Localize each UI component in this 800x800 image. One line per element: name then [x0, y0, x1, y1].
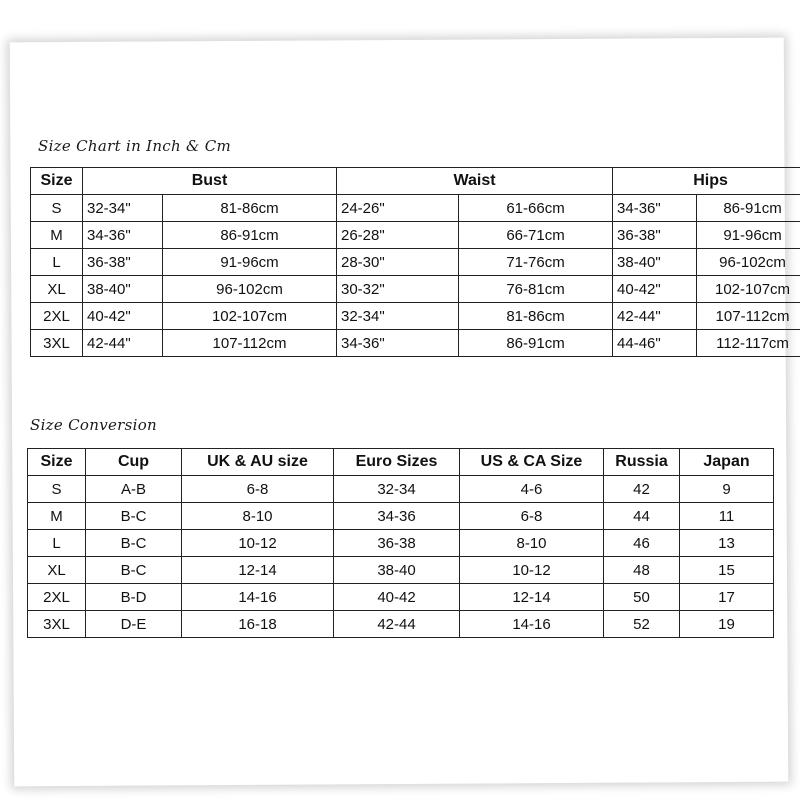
table-cell: M — [31, 222, 83, 249]
table-header-row — [28, 449, 774, 476]
table-cell: 102-107cm — [163, 303, 337, 330]
header-cell: Waist — [337, 168, 613, 195]
table-cell: 40-42" — [613, 276, 697, 303]
table-cell: 13 — [680, 530, 774, 557]
table-cell: 16-18 — [182, 611, 334, 638]
table-row — [28, 611, 774, 638]
table-cell: 42-44 — [334, 611, 460, 638]
table-cell: 38-40" — [83, 276, 163, 303]
table-cell: 48 — [604, 557, 680, 584]
table-cell: L — [31, 249, 83, 276]
table-cell: 91-96cm — [163, 249, 337, 276]
table-cell: 14-16 — [460, 611, 604, 638]
table-cell: 44 — [604, 503, 680, 530]
table-cell: 86-91cm — [697, 195, 800, 222]
size-conversion-table — [27, 448, 774, 638]
table-cell: 2XL — [28, 584, 86, 611]
table-cell: 36-38" — [613, 222, 697, 249]
table-cell: L — [28, 530, 86, 557]
table-cell: 32-34 — [334, 476, 460, 503]
table-cell: B-C — [86, 503, 182, 530]
table-cell: XL — [28, 557, 86, 584]
size-conversion-title: Size Conversion — [30, 416, 157, 434]
header-cell: Cup — [86, 449, 182, 476]
table-cell: 28-30" — [337, 249, 459, 276]
table-cell: 50 — [604, 584, 680, 611]
table-row — [28, 557, 774, 584]
table-cell: 34-36" — [613, 195, 697, 222]
table-cell: 96-102cm — [697, 249, 800, 276]
header-cell: Hips — [613, 168, 800, 195]
table-cell: 38-40" — [613, 249, 697, 276]
table-row — [31, 249, 800, 276]
table-row — [28, 476, 774, 503]
table-cell: 107-112cm — [163, 330, 337, 357]
table-cell: 15 — [680, 557, 774, 584]
table-cell: 76-81cm — [459, 276, 613, 303]
table-cell: 112-117cm — [697, 330, 800, 357]
table-cell: 32-34" — [83, 195, 163, 222]
table-cell: 11 — [680, 503, 774, 530]
header-cell: UK & AU size — [182, 449, 334, 476]
table-cell: 10-12 — [182, 530, 334, 557]
table-cell: 107-112cm — [697, 303, 800, 330]
header-cell: Bust — [83, 168, 337, 195]
table-cell: 44-46" — [613, 330, 697, 357]
table-cell: B-C — [86, 557, 182, 584]
table-cell: B-D — [86, 584, 182, 611]
table-cell: A-B — [86, 476, 182, 503]
table-cell: 46 — [604, 530, 680, 557]
table-cell: M — [28, 503, 86, 530]
table-cell: 8-10 — [182, 503, 334, 530]
table-cell: 12-14 — [182, 557, 334, 584]
table-cell: XL — [31, 276, 83, 303]
table-cell: 40-42" — [83, 303, 163, 330]
header-cell: Japan — [680, 449, 774, 476]
table-cell: 32-34" — [337, 303, 459, 330]
table-cell: 3XL — [28, 611, 86, 638]
table-cell: 26-28" — [337, 222, 459, 249]
table-cell: 2XL — [31, 303, 83, 330]
table-row — [31, 195, 800, 222]
table-cell: 30-32" — [337, 276, 459, 303]
table-cell: 81-86cm — [163, 195, 337, 222]
table-cell: 86-91cm — [163, 222, 337, 249]
table-row — [28, 530, 774, 557]
table-row — [28, 503, 774, 530]
table-cell: 102-107cm — [697, 276, 800, 303]
table-row — [31, 330, 800, 357]
table-row — [31, 222, 800, 249]
table-cell: 38-40 — [334, 557, 460, 584]
table-cell: 6-8 — [460, 503, 604, 530]
table-cell: 91-96cm — [697, 222, 800, 249]
table-cell: 86-91cm — [459, 330, 613, 357]
size-chart-title: Size Chart in Inch & Cm — [38, 137, 232, 155]
header-cell: US & CA Size — [460, 449, 604, 476]
table-cell: 34-36" — [83, 222, 163, 249]
table-cell: 34-36 — [334, 503, 460, 530]
table-cell: 36-38 — [334, 530, 460, 557]
table-cell: 42-44" — [613, 303, 697, 330]
table-cell: S — [31, 195, 83, 222]
table-cell: 10-12 — [460, 557, 604, 584]
table-cell: 17 — [680, 584, 774, 611]
header-cell: Size — [31, 168, 83, 195]
table-cell: 61-66cm — [459, 195, 613, 222]
header-cell: Size — [28, 449, 86, 476]
table-cell: 71-76cm — [459, 249, 613, 276]
table-cell: 96-102cm — [163, 276, 337, 303]
table-cell: 8-10 — [460, 530, 604, 557]
table-cell: 3XL — [31, 330, 83, 357]
table-cell: 24-26" — [337, 195, 459, 222]
header-cell: Russia — [604, 449, 680, 476]
table-cell: 4-6 — [460, 476, 604, 503]
table-cell: 42 — [604, 476, 680, 503]
header-cell: Euro Sizes — [334, 449, 460, 476]
table-cell: S — [28, 476, 86, 503]
size-chart-table — [30, 167, 800, 357]
table-cell: 9 — [680, 476, 774, 503]
table-cell: 19 — [680, 611, 774, 638]
table-cell: 6-8 — [182, 476, 334, 503]
table-cell: 14-16 — [182, 584, 334, 611]
table-cell: 40-42 — [334, 584, 460, 611]
table-cell: 66-71cm — [459, 222, 613, 249]
table-header-row — [31, 168, 800, 195]
table-cell: 36-38" — [83, 249, 163, 276]
table-cell: D-E — [86, 611, 182, 638]
table-cell: 34-36" — [337, 330, 459, 357]
table-cell: 42-44" — [83, 330, 163, 357]
table-cell: 81-86cm — [459, 303, 613, 330]
table-row — [28, 584, 774, 611]
table-cell: B-C — [86, 530, 182, 557]
table-row — [31, 303, 800, 330]
table-row — [31, 276, 800, 303]
table-cell: 52 — [604, 611, 680, 638]
table-cell: 12-14 — [460, 584, 604, 611]
